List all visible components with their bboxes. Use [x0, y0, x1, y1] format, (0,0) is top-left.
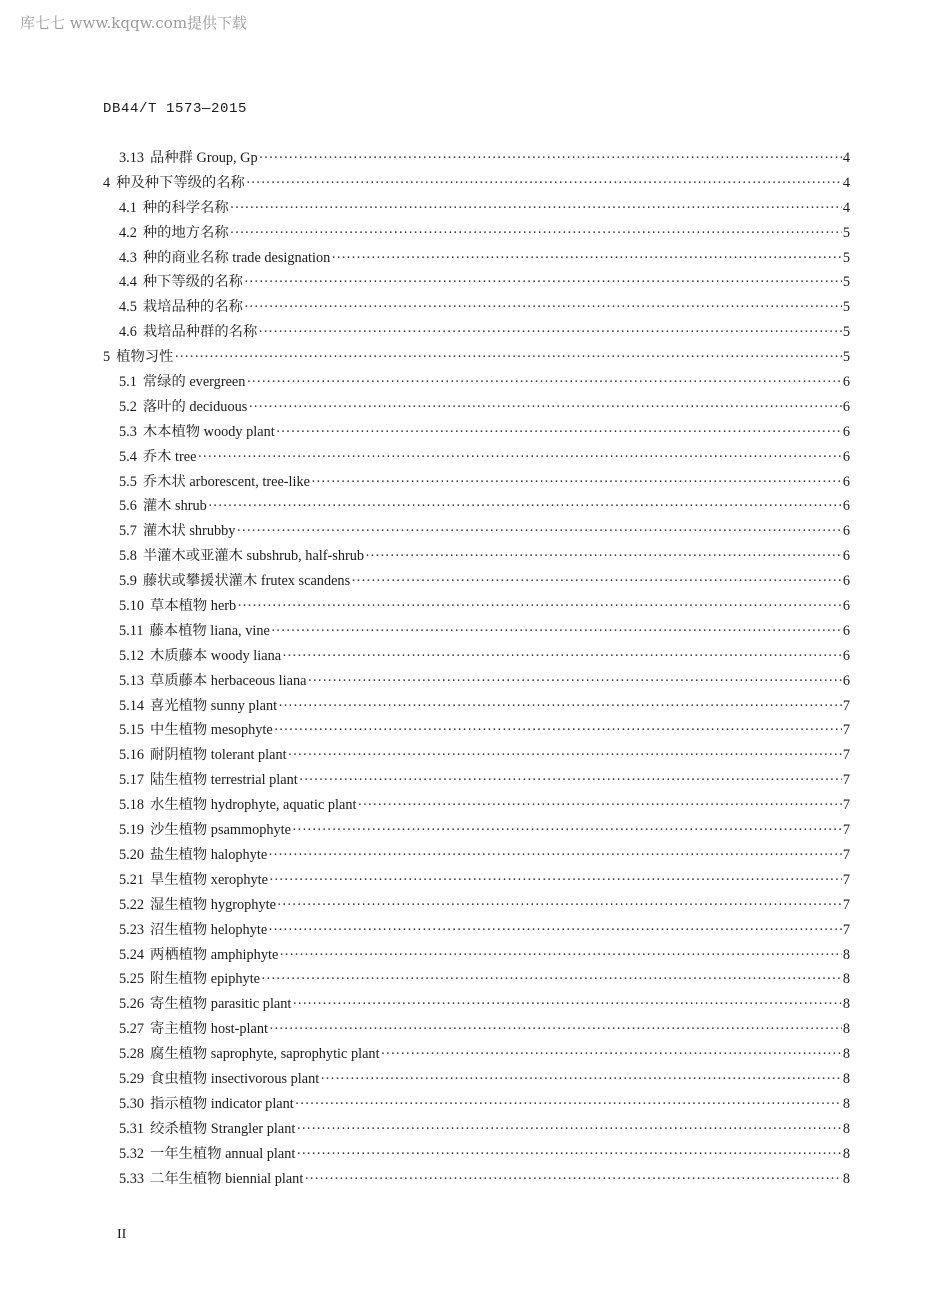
toc-entry[interactable] — [0, 718, 950, 743]
toc-entry-title: 二年生植物 biennial plant — [150, 1170, 304, 1187]
toc-entry-row — [119, 320, 850, 345]
toc-entry-title: 附生植物 epiphyte — [150, 971, 261, 988]
toc-entry-page: 4 — [842, 150, 850, 166]
toc-entry-number: 4.4 — [119, 274, 137, 291]
toc-entry-page: 8 — [842, 946, 850, 963]
toc-entry-row — [119, 1092, 850, 1117]
toc-entry-row — [119, 544, 850, 569]
page-number-footer: II — [117, 1227, 127, 1242]
toc-entry-page: 8 — [842, 1095, 850, 1112]
toc-entry-title: 种的地方名称 — [142, 224, 229, 241]
toc-entry-row — [119, 295, 850, 320]
toc-entry-title: 食虫植物 insectivorous plant — [150, 1070, 320, 1087]
toc-entry-title: 耐阴植物 tolerant plant — [150, 747, 287, 764]
toc-entry-number: 5.14 — [119, 697, 145, 714]
toc-entry-title: 草本植物 herb — [150, 598, 237, 615]
toc-dot-leader — [261, 967, 842, 992]
toc-entry-title: 乔木 tree — [142, 448, 197, 465]
toc-entry-row — [119, 843, 850, 868]
toc-entry-page: 7 — [842, 921, 850, 938]
toc-entry-number: 5.3 — [119, 423, 137, 440]
toc-entry-title: 落叶的 deciduous — [142, 398, 248, 415]
toc-dot-leader — [292, 818, 842, 843]
toc-dot-leader — [244, 295, 842, 320]
toc-entry[interactable] — [0, 694, 950, 719]
toc-dot-leader — [381, 1042, 842, 1067]
toc-dot-leader — [269, 868, 842, 893]
toc-entry[interactable] — [0, 171, 950, 196]
toc-entry-page: 6 — [842, 473, 850, 490]
toc-entry[interactable] — [0, 1067, 950, 1092]
toc-entry-row — [119, 1067, 850, 1092]
toc-entry[interactable] — [0, 1167, 950, 1192]
toc-entry-number: 5.8 — [119, 548, 137, 565]
toc-entry-number: 4.6 — [119, 324, 137, 341]
toc-entry-row — [119, 1017, 850, 1042]
toc-entry-row — [119, 768, 850, 793]
toc-entry-title: 一年生植物 annual plant — [150, 1145, 296, 1162]
toc-entry-page: 8 — [842, 1070, 850, 1087]
toc-entry[interactable] — [0, 1042, 950, 1067]
toc-entry-row — [119, 569, 850, 594]
toc-entry-page: 6 — [842, 622, 850, 639]
toc-entry[interactable] — [0, 843, 950, 868]
toc-entry-row — [103, 345, 850, 370]
toc-entry-row — [103, 171, 850, 196]
toc-entry-page: 6 — [842, 423, 850, 440]
toc-dot-leader — [282, 644, 842, 669]
toc-entry[interactable] — [0, 893, 950, 918]
toc-entry-row — [119, 370, 850, 395]
toc-entry[interactable] — [0, 246, 950, 271]
toc-entry-number: 5.18 — [119, 797, 145, 814]
toc-entry-number: 5.21 — [119, 871, 145, 888]
toc-entry-number: 5.23 — [119, 921, 145, 938]
toc-entry-page: 8 — [842, 1046, 850, 1063]
toc-entry-row — [119, 992, 850, 1017]
toc-entry[interactable] — [0, 1117, 950, 1142]
toc-entry-row — [119, 221, 850, 246]
toc-entry-row — [119, 594, 850, 619]
toc-entry-page: 5 — [842, 249, 850, 266]
toc-entry-page: 6 — [842, 573, 850, 590]
toc-entry-number: 5.17 — [119, 772, 145, 789]
toc-entry[interactable] — [0, 669, 950, 694]
toc-entry-number: 5.6 — [119, 498, 137, 515]
toc-entry-number: 5.5 — [119, 473, 137, 490]
toc-entry-number: 4 — [103, 174, 111, 191]
toc-dot-leader — [304, 1167, 842, 1192]
toc-entry-page: 7 — [842, 697, 850, 714]
toc-entry-row — [119, 793, 850, 818]
toc-dot-leader — [320, 1067, 842, 1092]
toc-dot-leader — [276, 420, 842, 445]
toc-entry-title: 水生植物 hydrophyte, aquatic plant — [150, 797, 357, 814]
toc-entry-page: 7 — [842, 822, 850, 839]
toc-entry-page: 7 — [842, 772, 850, 789]
toc-entry-row — [119, 445, 850, 470]
toc-entry-title: 栽培品种的名称 — [142, 299, 243, 316]
toc-entry[interactable] — [0, 196, 950, 221]
toc-entry[interactable] — [0, 992, 950, 1017]
toc-dot-leader — [296, 1142, 841, 1167]
toc-dot-leader — [307, 669, 841, 694]
toc-entry-row — [119, 644, 850, 669]
toc-entry[interactable] — [0, 818, 950, 843]
toc-dot-leader — [358, 793, 842, 818]
toc-dot-leader — [295, 1092, 842, 1117]
toc-dot-leader — [248, 395, 842, 420]
toc-entry-number: 5.31 — [119, 1120, 145, 1137]
toc-entry-row — [119, 743, 850, 768]
toc-entry-title: 半灌木或亚灌木 subshrub, half-shrub — [142, 548, 365, 565]
toc-entry-title: 寄主植物 host-plant — [150, 1021, 268, 1038]
toc-entry-page: 6 — [842, 647, 850, 664]
toc-entry[interactable] — [0, 320, 950, 345]
toc-entry-title: 喜光植物 sunny plant — [150, 697, 278, 714]
table-of-contents — [0, 146, 950, 1191]
toc-entry-row — [119, 420, 850, 445]
toc-entry[interactable] — [0, 395, 950, 420]
toc-dot-leader — [197, 445, 841, 470]
toc-entry-title: 沼生植物 helophyte — [150, 921, 268, 938]
toc-entry-page: 6 — [842, 548, 850, 565]
toc-entry-title: 盐生植物 halophyte — [150, 846, 268, 863]
toc-dot-leader — [365, 544, 842, 569]
toc-entry-page: 8 — [842, 1145, 850, 1162]
toc-dot-leader — [292, 992, 841, 1017]
toc-dot-leader — [236, 519, 841, 544]
toc-entry-title: 两栖植物 amphiphyte — [150, 946, 279, 963]
toc-entry-title: 种及种下等级的名称 — [116, 174, 245, 191]
toc-entry-number: 5.20 — [119, 846, 145, 863]
toc-dot-leader — [258, 320, 842, 345]
toc-entry[interactable] — [0, 295, 950, 320]
toc-entry-row — [119, 146, 850, 171]
toc-entry-row — [119, 1142, 850, 1167]
toc-entry[interactable] — [0, 943, 950, 968]
toc-entry-page: 8 — [842, 1120, 850, 1137]
toc-entry[interactable] — [0, 793, 950, 818]
toc-entry[interactable] — [0, 445, 950, 470]
standard-code-header: DB44/T 1573—2015 — [103, 101, 248, 117]
toc-entry-title: 沙生植物 psammophyte — [150, 822, 292, 839]
toc-dot-leader — [246, 171, 842, 196]
toc-entry-row — [119, 619, 850, 644]
toc-entry-number: 5.4 — [119, 448, 137, 465]
toc-entry-row — [119, 470, 850, 495]
toc-entry-number: 5.15 — [119, 722, 145, 739]
toc-entry-row — [119, 494, 850, 519]
toc-entry-page: 5 — [842, 349, 850, 366]
toc-entry-title: 草质藤本 herbaceous liana — [150, 672, 307, 689]
toc-entry-row — [119, 818, 850, 843]
toc-entry-number: 5.13 — [119, 672, 145, 689]
toc-entry-page: 6 — [842, 374, 850, 391]
toc-entry-page: 6 — [842, 498, 850, 515]
toc-entry-row — [119, 918, 850, 943]
toc-entry[interactable] — [0, 918, 950, 943]
toc-entry-page: 7 — [842, 747, 850, 764]
toc-entry-row — [119, 967, 850, 992]
toc-entry-row — [119, 1167, 850, 1192]
toc-entry-title: 乔木状 arborescent, tree-like — [142, 473, 310, 490]
toc-entry-page: 8 — [842, 971, 850, 988]
toc-entry-page: 7 — [842, 722, 850, 739]
toc-entry-number: 5.32 — [119, 1145, 145, 1162]
toc-entry-number: 5.28 — [119, 1046, 145, 1063]
toc-entry-title: 木本植物 woody plant — [142, 423, 275, 440]
toc-entry-number: 5.9 — [119, 573, 137, 590]
toc-entry-number: 5.2 — [119, 398, 137, 415]
toc-dot-leader — [246, 370, 841, 395]
toc-entry[interactable] — [0, 270, 950, 295]
toc-entry-page: 6 — [842, 448, 850, 465]
toc-dot-leader — [208, 494, 842, 519]
toc-entry-title: 藤本植物 liana, vine — [149, 622, 270, 639]
toc-entry-title: 灌木状 shrubby — [142, 523, 236, 540]
toc-entry-row — [119, 1042, 850, 1067]
toc-entry-row — [119, 868, 850, 893]
toc-dot-leader — [288, 743, 842, 768]
toc-entry-number: 5.10 — [119, 598, 145, 615]
toc-entry-page: 8 — [842, 1021, 850, 1038]
toc-entry-title: 种的商业名称 trade designation — [142, 249, 331, 266]
toc-entry-number: 5.27 — [119, 1021, 145, 1038]
toc-entry-number: 5.33 — [119, 1170, 145, 1187]
toc-dot-leader — [299, 768, 842, 793]
toc-dot-leader — [274, 718, 842, 743]
toc-entry-title: 木质藤本 woody liana — [150, 647, 282, 664]
toc-entry-row — [119, 943, 850, 968]
toc-entry-row — [119, 246, 850, 271]
toc-entry-page: 6 — [842, 398, 850, 415]
toc-dot-leader — [279, 943, 842, 968]
toc-entry[interactable] — [0, 569, 950, 594]
toc-entry-number: 5.19 — [119, 822, 145, 839]
toc-entry-row — [119, 1117, 850, 1142]
toc-entry-row — [119, 519, 850, 544]
toc-entry-number: 4.1 — [119, 199, 137, 216]
toc-entry-title: 中生植物 mesophyte — [150, 722, 273, 739]
toc-entry-number: 5.12 — [119, 647, 145, 664]
toc-dot-leader — [174, 345, 842, 370]
toc-entry-title: 植物习性 — [116, 349, 174, 366]
toc-entry[interactable] — [0, 221, 950, 246]
toc-entry-title: 栽培品种群的名称 — [142, 324, 258, 341]
toc-entry-page: 5 — [842, 299, 850, 316]
toc-entry-number: 5.1 — [119, 374, 137, 391]
toc-entry-title: 种的科学名称 — [142, 199, 229, 216]
toc-entry[interactable] — [0, 519, 950, 544]
toc-entry-title: 品种群 Group, Gp — [150, 150, 258, 166]
toc-entry[interactable] — [0, 743, 950, 768]
toc-entry[interactable] — [0, 1017, 950, 1042]
toc-entry-number: 4.2 — [119, 224, 137, 241]
toc-entry-number: 5.30 — [119, 1095, 145, 1112]
toc-entry-page: 4 — [842, 199, 850, 216]
toc-entry-title: 种下等级的名称 — [142, 274, 243, 291]
toc-entry[interactable] — [0, 768, 950, 793]
toc-dot-leader — [230, 196, 842, 221]
toc-entry-row — [119, 694, 850, 719]
toc-dot-leader — [268, 843, 842, 868]
toc-entry-title: 灌木 shrub — [142, 498, 207, 515]
toc-entry-number: 4.5 — [119, 299, 137, 316]
toc-entry-page: 4 — [842, 174, 850, 191]
toc-entry-number: 5.22 — [119, 896, 145, 913]
toc-entry[interactable] — [0, 967, 950, 992]
toc-entry-page: 5 — [842, 274, 850, 291]
toc-dot-leader — [311, 470, 842, 495]
toc-dot-leader — [268, 918, 842, 943]
toc-entry-page: 7 — [842, 896, 850, 913]
toc-entry-number: 5.25 — [119, 971, 145, 988]
toc-entry[interactable] — [0, 494, 950, 519]
toc-dot-leader — [331, 246, 842, 271]
toc-entry[interactable] — [0, 146, 950, 171]
toc-dot-leader — [237, 594, 842, 619]
toc-entry-page: 8 — [842, 1170, 850, 1187]
toc-entry-number: 5.24 — [119, 946, 145, 963]
toc-entry-page: 6 — [842, 523, 850, 540]
toc-entry[interactable] — [0, 345, 950, 370]
toc-dot-leader — [277, 893, 842, 918]
toc-entry-row — [119, 196, 850, 221]
toc-entry[interactable] — [0, 868, 950, 893]
toc-entry-page: 6 — [842, 672, 850, 689]
toc-entry-number: 5.11 — [119, 622, 144, 639]
toc-entry-row — [119, 395, 850, 420]
toc-entry-title: 旱生植物 xerophyte — [150, 871, 268, 888]
toc-entry-title: 陆生植物 terrestrial plant — [150, 772, 298, 789]
toc-entry-title: 常绿的 evergreen — [142, 374, 246, 391]
toc-entry-page: 5 — [842, 324, 850, 341]
toc-entry-row — [119, 270, 850, 295]
toc-entry[interactable] — [0, 644, 950, 669]
toc-entry-page: 5 — [842, 224, 850, 241]
toc-entry[interactable] — [0, 544, 950, 569]
toc-dot-leader — [296, 1117, 841, 1142]
toc-entry-number: 5.29 — [119, 1070, 145, 1087]
toc-entry-page: 8 — [842, 996, 850, 1013]
toc-entry[interactable] — [0, 1092, 950, 1117]
toc-entry[interactable] — [0, 1142, 950, 1167]
toc-entry-number: 5.26 — [119, 996, 145, 1013]
toc-entry[interactable] — [0, 420, 950, 445]
toc-entry-number: 4.3 — [119, 249, 137, 266]
toc-entry-number: 5 — [103, 349, 111, 366]
toc-entry-number: 5.7 — [119, 523, 137, 540]
toc-entry-page: 7 — [842, 797, 850, 814]
toc-entry[interactable] — [0, 619, 950, 644]
toc-entry-title: 绞杀植物 Strangler plant — [150, 1120, 296, 1137]
watermark-text: 库七七 www.kqqw.com提供下载 — [20, 14, 248, 32]
toc-dot-leader — [259, 146, 842, 171]
toc-entry-title: 腐生植物 saprophyte, saprophytic plant — [150, 1046, 380, 1063]
toc-dot-leader — [230, 221, 842, 246]
toc-entry-row — [119, 718, 850, 743]
toc-entry-title: 湿生植物 hygrophyte — [150, 896, 276, 913]
toc-entry-page: 7 — [842, 846, 850, 863]
toc-entry-row — [119, 893, 850, 918]
toc-entry-number: 3.13 — [119, 150, 145, 166]
toc-entry-title: 指示植物 indicator plant — [150, 1095, 294, 1112]
toc-entry-number: 5.16 — [119, 747, 145, 764]
toc-dot-leader — [271, 619, 842, 644]
toc-entry[interactable] — [0, 370, 950, 395]
toc-dot-leader — [244, 270, 842, 295]
toc-dot-leader — [351, 569, 842, 594]
toc-entry-title: 寄生植物 parasitic plant — [150, 996, 292, 1013]
toc-entry-row — [119, 669, 850, 694]
toc-dot-leader — [278, 694, 842, 719]
toc-dot-leader — [269, 1017, 842, 1042]
toc-entry-page: 7 — [842, 871, 850, 888]
toc-entry[interactable] — [0, 470, 950, 495]
toc-entry-page: 6 — [842, 598, 850, 615]
toc-entry-title: 藤状或攀援状灌木 frutex scandens — [142, 573, 351, 590]
toc-entry[interactable] — [0, 594, 950, 619]
